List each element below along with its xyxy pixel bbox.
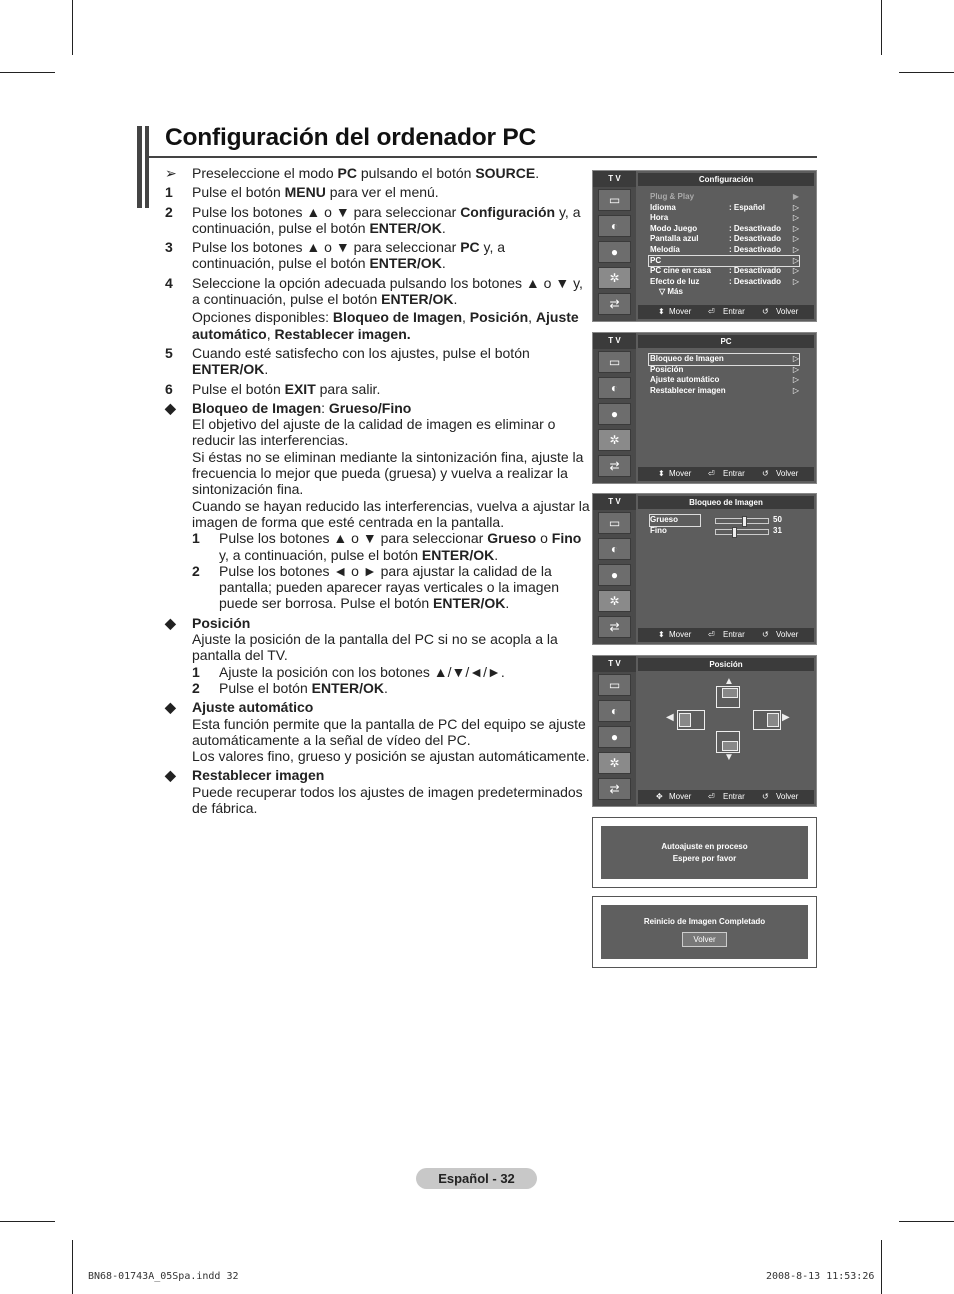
menu-item [649,365,799,376]
menu-footer [638,628,814,642]
crop-mark [899,1221,954,1222]
title-bar-decoration [145,126,149,208]
slider-row-grueso [649,515,799,526]
item-label: Grueso [650,515,700,526]
paragraph: Ajuste la posición de la pantalla del PC si no se acopla a la pantalla del TV. [192,631,558,664]
setup-icon: ✲ [598,590,631,612]
text: Bloqueo de Imagen [332,309,462,326]
text: , [528,309,536,326]
step-6 [165,381,590,397]
crop-mark [0,72,55,73]
input-icon: ⇄ [598,293,631,315]
channel-icon: ● [598,564,631,586]
text: Pulse el botón [192,380,285,397]
return-icon: ↺ [762,792,769,801]
item-label: PC cine en casa [650,266,711,276]
item-label: PC [650,255,662,265]
input-icon: ⇄ [598,455,631,477]
menu-item [649,234,799,245]
footer-move: Mover [669,307,692,316]
footer-move: Mover [669,630,692,639]
text: Grueso/Fino [328,399,412,416]
text: para ver el menú. [325,184,439,201]
item-label: Efecto de luz [650,276,700,286]
return-icon: ↺ [762,469,769,478]
menu-list [649,192,799,298]
diamond-icon: ◆ [165,399,176,416]
crop-mark [881,1240,882,1294]
item-value: : Desactivado [729,244,782,254]
position-box-up-inner [722,688,738,698]
move-icon: ⬍ [658,630,665,639]
sub-step-1 [192,664,590,680]
item-value: 50 [773,515,782,524]
arrow-right-icon: ▷ [792,223,799,233]
item-label: Posición [650,364,684,374]
text: Posición [469,309,529,326]
footer-move: Mover [669,469,692,478]
dialog-line: Autoajuste en proceso [661,842,748,851]
dialog-line: Reinicio de Imagen Completado [643,917,766,926]
text: Configuración [460,203,556,220]
menu-footer [638,305,814,319]
menu-item [649,213,799,224]
picture-icon: ▭ [598,351,631,373]
text: PC [460,239,480,256]
section-bloqueo [165,400,590,612]
step-number: 2 [165,203,173,220]
menu-sidebar [593,349,636,483]
arrow-right-icon: ▷ [792,375,799,385]
menu-title: Bloqueo de Imagen [638,496,814,509]
item-value: : Desactivado [729,234,782,244]
text: MENU [284,184,326,201]
footer-enter: Entrar [723,469,745,478]
text: Pulse los botones ▲ o ▼ para seleccionar [219,530,488,547]
enter-icon: ⏎ [708,307,715,316]
tv-label: T V [593,656,636,672]
sound-icon: ◐ [598,215,631,237]
diamond-icon: ◆ [165,614,176,631]
input-icon: ⇄ [598,616,631,638]
text: Preseleccione el modo [192,165,338,181]
paragraph: Si éstas no se eliminan mediante la sintonización fina, ajuste la frecuencia lo mejor que pueda (gruesa) y vuelva a realizar la sintonización fina. [192,448,584,498]
volver-button[interactable]: Volver [682,932,726,947]
tv-screen-posicion [592,655,817,807]
text: pulsando el botón [356,165,476,181]
step-number: 1 [192,663,200,680]
footer-back: Volver [776,469,799,478]
tv-label: T V [593,171,636,187]
tv-screen-configuracion [592,170,817,322]
sub-step-2 [192,563,590,612]
text: Grueso [487,530,537,547]
text: . [383,679,388,696]
return-icon: ↺ [762,630,769,639]
crop-mark [899,72,954,73]
text: y, a continuación, pulse el botón [192,203,581,236]
menu-list [649,354,799,396]
position-box-down-inner [722,741,738,751]
section-heading: Restablecer imagen [192,767,325,784]
menu-item [649,266,799,277]
options-line [165,309,590,342]
menu-sidebar [593,510,636,644]
item-label: Idioma [650,202,676,212]
menu-sidebar [593,187,636,321]
menu-footer [638,467,814,481]
text: : [321,399,329,416]
item-label: Modo Juego [650,223,698,233]
setup-icon: ✲ [598,267,631,289]
page-title: Configuración del ordenador PC [165,124,537,151]
menu-footer [638,790,814,804]
text: SOURCE [475,165,536,181]
diamond-icon: ◆ [165,699,176,716]
arrow-right-icon: ▶ [792,192,799,201]
section-restablecer [165,767,590,816]
item-value: : Desactivado [729,276,782,286]
footer-back: Volver [776,630,799,639]
footer-enter: Entrar [723,307,745,316]
arrow-right-icon: ▷ [792,364,799,374]
text: , [266,325,275,342]
step-number: 1 [165,184,173,201]
text: y, a continuación, pulse el botón [219,546,422,563]
grueso-slider [715,518,769,524]
picture-icon: ▭ [598,512,631,534]
channel-icon: ● [598,726,631,748]
step-4 [165,275,590,308]
setup-icon: ✲ [598,429,631,451]
text: . [264,361,269,378]
step-number: 3 [165,239,173,256]
footer-enter: Entrar [723,630,745,639]
step-3 [165,239,590,272]
sound-icon: ◐ [598,377,631,399]
slider-row-fino [649,526,799,537]
text: . [453,291,458,308]
intro-note [165,165,590,181]
picture-icon: ▭ [598,674,631,696]
channel-icon: ● [598,403,631,425]
menu-list [649,515,799,536]
return-icon: ↺ [762,307,769,316]
item-value: 31 [773,525,782,535]
section-heading: Posición [192,614,251,631]
text: ENTER/OK [421,546,495,563]
text: ENTER/OK [192,361,265,378]
menu-more [649,287,799,298]
text: . [505,595,510,612]
text: Pulse el botón [192,184,285,201]
crop-mark [881,0,882,55]
dialog-autoajuste [592,817,817,888]
menu-item [649,277,799,288]
footer-back: Volver [776,307,799,316]
arrow-up-icon: ▲ [724,676,734,687]
text: Fino [551,530,582,547]
arrow-down-icon: ▼ [724,752,734,763]
arrow-right-icon: ▷ [792,213,799,223]
text: . [441,255,446,272]
text: Restablecer imagen. [274,325,411,342]
item-label: Plug & Play [650,192,695,201]
sound-icon: ◐ [598,538,631,560]
date-slug: 2008-8-13 11:53:26 [766,1271,875,1282]
crop-mark [0,1221,55,1222]
text: Ajuste la posición con los botones ▲/▼/◄/►. [219,663,505,680]
page-number: Español - 32 [416,1168,537,1189]
dialog-body [601,826,808,879]
step-number: 2 [192,562,200,579]
arrow-right-icon: ▶ [782,712,790,723]
item-label: Bloqueo de Imagen [650,354,724,363]
diamond-icon: ◆ [165,767,176,784]
step-number: 1 [192,530,200,547]
text: Pulse los botones ▲ o ▼ para seleccionar [192,239,461,256]
arrow-right-icon: ▷ [792,202,799,212]
item-label: Pantalla azul [650,234,699,244]
sub-step-2 [192,680,590,696]
sub-step-1 [192,530,590,563]
text: . [494,546,499,563]
item-value: : Español [729,202,766,212]
step-1 [165,184,590,200]
title-rule [148,156,817,158]
text: Cuando esté satisfecho con los ajustes, pulse el botón [192,344,530,361]
dialog-line: Espere por favor [672,854,737,863]
crop-mark [72,0,73,55]
move-icon: ⬍ [658,469,665,478]
arrow-left-icon: ◀ [666,712,674,723]
menu-item [649,386,799,397]
item-label: Ajuste automático [650,375,720,385]
position-box-left-inner [679,713,691,727]
section-heading: Bloqueo de Imagen [192,399,322,416]
move-4way-icon: ✥ [656,792,663,801]
text: Ajuste automático [192,309,579,342]
section-posicion [165,615,590,696]
arrow-right-icon: ▷ [792,266,799,276]
setup-icon: ✲ [598,752,631,774]
text: Pulse el botón [219,679,312,696]
step-5 [165,345,590,378]
item-label: Restablecer imagen [650,385,726,395]
item-value: : Desactivado [729,266,782,276]
text: Pulse los botones ◄ o ► para ajustar la calidad de la pantalla; pueden aparecer rayas verticales o la imagen puede ser borrosa. Pulse el botón [219,562,560,612]
menu-item-selected [649,256,799,267]
text: ENTER/OK [311,679,384,696]
menu-title: Posición [638,658,814,671]
move-icon: ⬍ [658,307,665,316]
picture-icon: ▭ [598,189,631,211]
text: y, a continuación, pulse el botón [192,239,506,272]
arrow-right-icon: ▷ [792,354,799,363]
text: ENTER/OK [381,291,454,308]
position-box-right-inner [767,713,779,727]
paragraph: Cuando se hayan reducido las interferencias, vuelva a ajustar la imagen de forma que esté centrada en la pantalla. [192,497,590,530]
arrow-right-icon: ▷ [792,255,799,265]
step-2 [165,204,590,237]
item-label: ▽ Más [659,287,683,297]
instructions [165,165,590,816]
text: Pulse los botones ▲ o ▼ para seleccionar [192,203,461,220]
step-number: 5 [165,344,173,361]
item-label: Melodía [650,244,680,254]
text: para salir. [315,380,381,397]
step-number: 6 [165,380,173,397]
text: . [535,165,540,181]
dialog-body [601,905,808,959]
paragraph: El objetivo del ajuste de la calidad de imagen es eliminar o reducir las interferencias. [192,416,556,449]
footer-enter: Entrar [723,792,745,801]
title-bar-decoration [137,126,142,208]
footer-move: Mover [669,792,692,801]
arrow-right-icon: ▷ [792,276,799,286]
paragraph: Puede recuperar todos los ajustes de imagen predeterminados de fábrica. [192,783,583,816]
menu-sidebar [593,672,636,806]
text: EXIT [284,380,316,397]
input-icon: ⇄ [598,778,631,800]
sound-icon: ◐ [598,700,631,722]
text: , [462,309,470,326]
arrow-right-icon: ▷ [792,244,799,254]
step-number: 4 [165,274,173,291]
menu-item [649,245,799,256]
dialog-reset [592,896,817,968]
text: PC [337,165,357,181]
menu-item [649,224,799,235]
step-number: 2 [192,679,200,696]
footer-back: Volver [776,792,799,801]
slider-thumb [732,527,737,538]
arrow-right-icon: ▷ [792,385,799,395]
item-label: Fino [650,525,667,535]
tv-label: T V [593,494,636,510]
text: o [536,530,552,547]
text: Opciones disponibles: [192,309,333,326]
fino-slider [715,529,769,535]
menu-item [649,203,799,214]
tv-screen-bloqueo [592,493,817,645]
item-value: : Desactivado [729,223,782,233]
arrow-icon: ➢ [165,165,177,181]
paragraph: Esta función permite que la pantalla de PC del equipo se ajuste automáticamente a la señal de vídeo del PC. [192,715,586,748]
enter-icon: ⏎ [708,630,715,639]
menu-item-selected [649,354,799,365]
crop-mark [72,1240,73,1294]
text: . [441,219,446,236]
paragraph: Los valores fino, grueso y posición se ajustan automáticamente. [192,748,590,765]
tv-label: T V [593,333,636,349]
channel-icon: ● [598,241,631,263]
text: ENTER/OK [433,595,506,612]
menu-title: PC [638,335,814,348]
text: Seleccione la opción adecuada pulsando los botones ▲ o ▼ y, a continuación, pulse el botón [192,274,583,308]
file-slug: BN68-01743A_05Spa.indd 32 [88,1271,239,1282]
enter-icon: ⏎ [708,792,715,801]
enter-icon: ⏎ [708,469,715,478]
tv-screen-pc [592,332,817,484]
section-ajuste [165,699,622,764]
text: ENTER/OK [369,255,442,272]
menu-item [649,192,799,203]
section-heading: Ajuste automático [192,699,314,716]
item-label: Hora [650,213,669,223]
menu-item [649,375,799,386]
arrow-right-icon: ▷ [792,234,799,244]
menu-title: Configuración [638,173,814,186]
text: ENTER/OK [369,219,442,236]
